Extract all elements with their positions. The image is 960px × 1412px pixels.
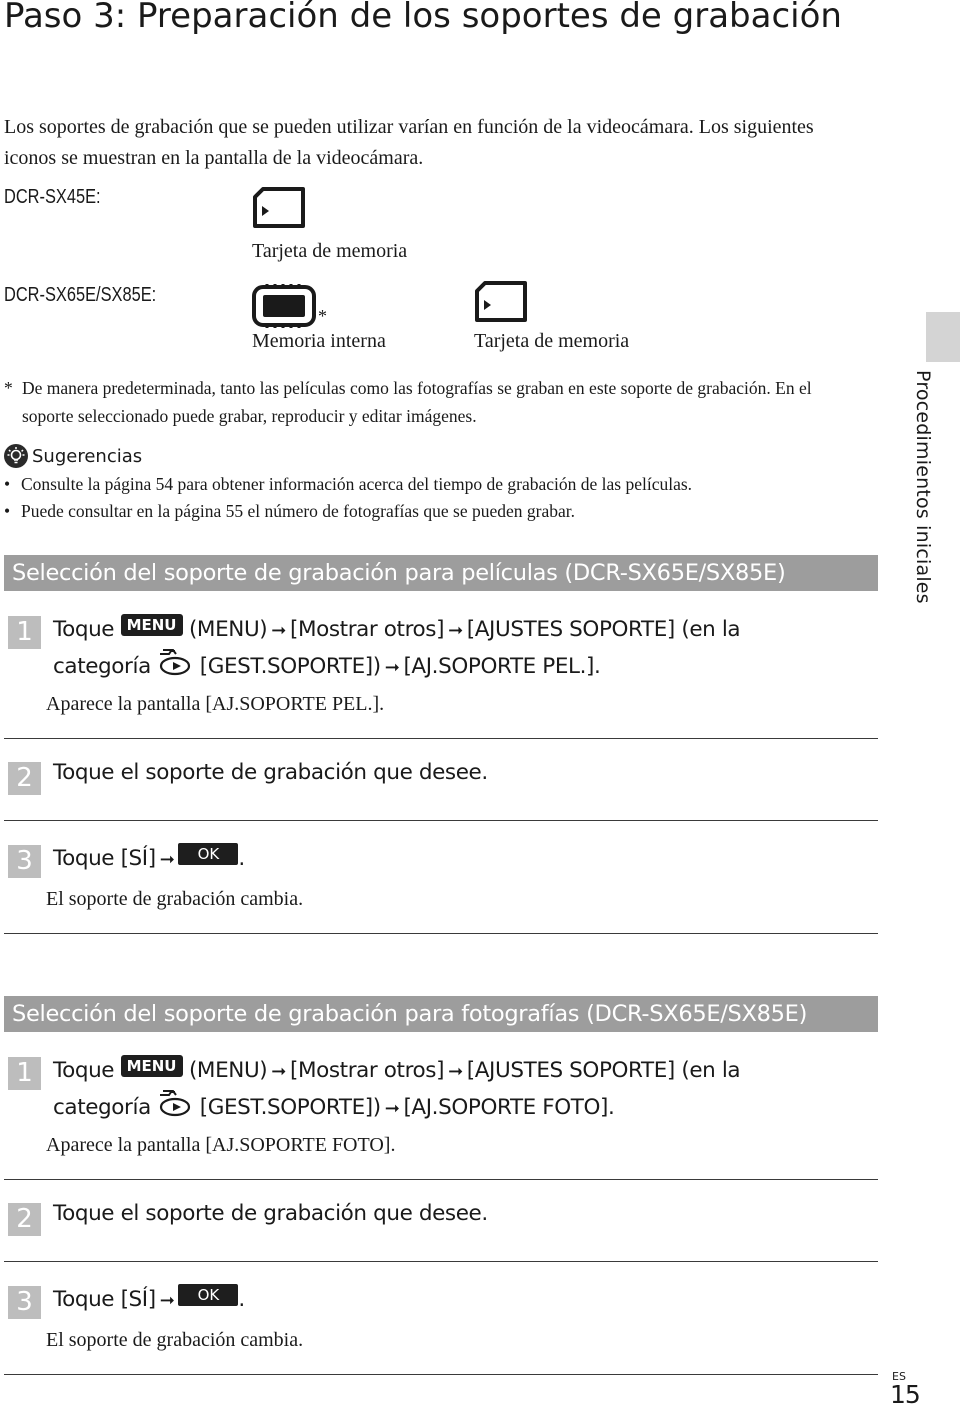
- step-1-ajustes: [AJUSTES SOPORTE] (en la: [466, 617, 741, 642]
- menu-button-icon: MENU: [121, 1055, 183, 1077]
- step-1-aj: [AJ.SOPORTE PEL.].: [403, 654, 601, 679]
- step-1-gest: [GEST.SOPORTE]): [199, 654, 381, 679]
- section-heading-movies: Selección del soporte de grabación para películas (DCR-SX65E/SX85E): [4, 555, 878, 591]
- tips-heading: [4, 444, 142, 468]
- ok-button-icon: OK: [178, 843, 238, 865]
- page-title: Paso 3: Preparación de los soportes de grabación: [4, 0, 842, 36]
- arrow-icon: ➞: [159, 1290, 175, 1311]
- step-1-categoria: categoría: [53, 654, 151, 679]
- tips-list: [4, 471, 834, 525]
- memory-card-icon: [252, 187, 306, 234]
- menu-button-icon: MENU: [121, 614, 183, 636]
- step-1-mostrar: [Mostrar otros]: [289, 1058, 445, 1083]
- step-1-menu-label: (MENU): [188, 617, 268, 642]
- footnote-text: De manera predeterminada, tanto las películas como las fotografías se graban en este soporte de grabación. En el soporte seleccionado puede grabar, reproducir y editar imágenes.: [22, 378, 812, 426]
- step-1-line-1: [53, 614, 740, 642]
- intro-paragraph: Los soportes de grabación que se pueden utilizar varían en función de la videocámara. Los siguientes iconos se muestran en la pantalla de la videocámara.: [4, 116, 814, 169]
- model-label-sx45e: DCR-SX45E:: [4, 186, 101, 208]
- step-1-menu-label: (MENU): [188, 1058, 268, 1083]
- step-1-line-1: [53, 1055, 740, 1083]
- memory-card-caption: Tarjeta de memoria: [252, 240, 408, 262]
- page-language: ES: [892, 1370, 906, 1383]
- step-3-line: [53, 1284, 245, 1312]
- step-1-toque: Toque: [53, 617, 115, 642]
- arrow-icon: ➞: [159, 849, 175, 870]
- step-1-categoria: categoría: [53, 1095, 151, 1120]
- side-section-label: Procedimientos iniciales: [912, 370, 934, 604]
- memory-card-caption-2: Tarjeta de memoria: [474, 330, 630, 352]
- step-3-text: Toque [SÍ]: [53, 846, 156, 871]
- divider: [4, 933, 878, 934]
- lightbulb-icon: [4, 444, 28, 468]
- arrow-icon: ➞: [271, 620, 286, 641]
- arrow-icon: ➞: [384, 657, 400, 678]
- section-tab-marker: [926, 312, 960, 362]
- divider: [4, 1179, 878, 1180]
- model-label-sx65e-sx85e: DCR-SX65E/SX85E:: [4, 284, 157, 306]
- divider: [4, 738, 878, 739]
- divider: [4, 1261, 878, 1262]
- list-item: • Puede consultar en la página 55 el número de fotografías que se pueden grabar.: [4, 498, 834, 525]
- arrow-icon: ➞: [384, 1098, 400, 1119]
- step-3-text: Toque [SÍ]: [53, 1287, 156, 1312]
- divider: [4, 820, 878, 821]
- memory-card-icon: [474, 281, 528, 328]
- arrow-icon: ➞: [448, 1061, 463, 1082]
- media-category-icon: [157, 647, 193, 683]
- step-number-1: 1: [8, 616, 41, 649]
- internal-memory-icon: [251, 282, 317, 335]
- section-heading-photos: Selección del soporte de grabación para fotografías (DCR-SX65E/SX85E): [4, 996, 878, 1032]
- step-number-2: 2: [8, 762, 41, 795]
- step-1-ajustes: [AJUSTES SOPORTE] (en la: [466, 1058, 741, 1083]
- step-1-note: Aparece la pantalla [AJ.SOPORTE FOTO].: [46, 1134, 396, 1156]
- arrow-icon: ➞: [448, 620, 463, 641]
- step-3-tail: .: [238, 846, 245, 871]
- page-number: 15: [890, 1380, 920, 1409]
- internal-memory-caption: Memoria interna: [252, 330, 386, 352]
- arrow-icon: ➞: [271, 1061, 286, 1082]
- footnote-mark: *: [4, 378, 13, 398]
- step-1-gest: [GEST.SOPORTE]): [199, 1095, 381, 1120]
- step-1-toque: Toque: [53, 1058, 115, 1083]
- step-number-1: 1: [8, 1057, 41, 1090]
- step-1-line-2: [53, 647, 600, 683]
- step-1-mostrar: [Mostrar otros]: [289, 617, 445, 642]
- step-1-line-2: [53, 1088, 614, 1124]
- footnote: [4, 374, 822, 430]
- step-3-note: El soporte de grabación cambia.: [46, 888, 304, 910]
- list-item: • Consulte la página 54 para obtener información acerca del tiempo de grabación de las películas.: [4, 471, 834, 498]
- step-number-3: 3: [8, 845, 41, 878]
- step-3-note: El soporte de grabación cambia.: [46, 1329, 304, 1351]
- media-category-icon: [157, 1088, 193, 1124]
- tips-label: Sugerencias: [32, 445, 143, 467]
- step-1-note: Aparece la pantalla [AJ.SOPORTE PEL.].: [46, 693, 385, 715]
- step-3-line: [53, 843, 245, 871]
- step-number-2: 2: [8, 1203, 41, 1236]
- ok-button-icon: OK: [178, 1284, 238, 1306]
- step-2-text: Toque el soporte de grabación que desee.: [53, 760, 488, 785]
- step-2-text: Toque el soporte de grabación que desee.: [53, 1201, 488, 1226]
- step-number-3: 3: [8, 1286, 41, 1319]
- internal-memory-asterisk: *: [318, 306, 327, 326]
- step-1-aj: [AJ.SOPORTE FOTO].: [403, 1095, 615, 1120]
- footer-rule: [4, 1374, 878, 1375]
- step-3-tail: .: [238, 1287, 245, 1312]
